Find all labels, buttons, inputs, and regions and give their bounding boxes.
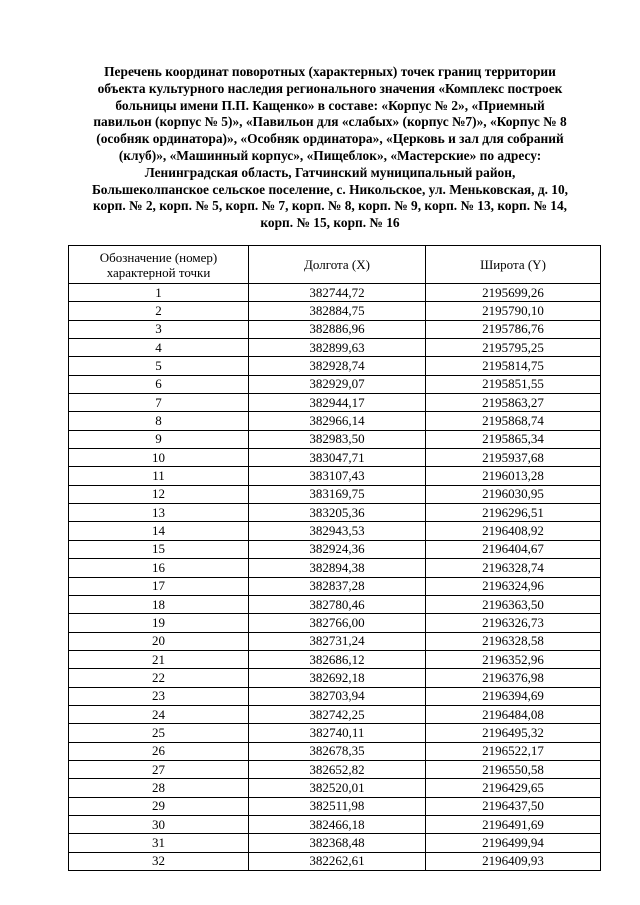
longitude-cell: 383205,36: [249, 504, 426, 522]
latitude-cell: 2196409,93: [426, 852, 601, 870]
point-number-cell: 15: [69, 540, 249, 558]
title-line: Ленинградская область, Гатчинский муниципальный район,: [144, 164, 516, 180]
longitude-cell: 382520,01: [249, 779, 426, 797]
point-number-cell: 22: [69, 669, 249, 687]
point-number-cell: 16: [69, 559, 249, 577]
table-row: [69, 320, 601, 338]
point-number-cell: 7: [69, 394, 249, 412]
table-row: [69, 632, 601, 650]
longitude-cell: 382368,48: [249, 834, 426, 852]
longitude-cell: 382511,98: [249, 797, 426, 815]
table-row: [69, 687, 601, 705]
table-row: [69, 724, 601, 742]
point-number-cell: 1: [69, 284, 249, 302]
latitude-cell: 2195814,75: [426, 357, 601, 375]
latitude-cell: 2196363,50: [426, 595, 601, 613]
latitude-cell: 2195795,25: [426, 339, 601, 357]
point-number-cell: 21: [69, 650, 249, 668]
table-row: [69, 815, 601, 833]
table-row: [69, 540, 601, 558]
table-row: [69, 430, 601, 448]
point-number-cell: 18: [69, 595, 249, 613]
point-number-cell: 23: [69, 687, 249, 705]
point-number-cell: 12: [69, 485, 249, 503]
latitude-cell: 2196324,96: [426, 577, 601, 595]
longitude-cell: 382780,46: [249, 595, 426, 613]
longitude-cell: 382466,18: [249, 815, 426, 833]
table-header-row: [69, 246, 601, 284]
title-line: павильон (корпус № 5)», «Павильон для «слабых» (корпус №7)», «Корпус № 8: [93, 114, 567, 130]
point-number-cell: 9: [69, 430, 249, 448]
title-line: больницы имени П.П. Кащенко» в составе: «Корпус № 2», «Приемный: [115, 97, 545, 113]
title-line: (клуб)», «Машинный корпус», «Пищеблок», «Мастерские» по адресу:: [118, 147, 542, 163]
point-number-cell: 6: [69, 375, 249, 393]
latitude-cell: 2196394,69: [426, 687, 601, 705]
point-number-cell: 25: [69, 724, 249, 742]
longitude-cell: 382924,36: [249, 540, 426, 558]
longitude-cell: 382943,53: [249, 522, 426, 540]
latitude-cell: 2196495,32: [426, 724, 601, 742]
point-number-cell: 14: [69, 522, 249, 540]
latitude-cell: 2196376,98: [426, 669, 601, 687]
point-number-cell: 28: [69, 779, 249, 797]
longitude-cell: 382884,75: [249, 302, 426, 320]
header-point-number: Обозначение (номер) характерной точки: [69, 246, 249, 284]
latitude-cell: 2196484,08: [426, 705, 601, 723]
latitude-cell: 2195851,55: [426, 375, 601, 393]
longitude-cell: 382899,63: [249, 339, 426, 357]
title-line: Большеколпанское сельское поселение, с. Никольское, ул. Меньковская, д. 10,: [91, 181, 569, 197]
table-row: [69, 650, 601, 668]
latitude-cell: 2196328,74: [426, 559, 601, 577]
table-row: [69, 852, 601, 870]
point-number-cell: 2: [69, 302, 249, 320]
latitude-cell: 2196328,58: [426, 632, 601, 650]
point-number-cell: 13: [69, 504, 249, 522]
latitude-cell: 2195699,26: [426, 284, 601, 302]
coordinates-table: [68, 245, 601, 871]
table-row: [69, 669, 601, 687]
table-row: [69, 797, 601, 815]
title-line: Перечень координат поворотных (характерных) точек границ территории: [104, 64, 556, 79]
header-latitude: Широта (Y): [426, 246, 601, 284]
table-row: [69, 595, 601, 613]
latitude-cell: 2196352,96: [426, 650, 601, 668]
title-line: (особняк ординатора)», «Особняк ординатора», «Церковь и зал для собраний: [96, 131, 564, 147]
latitude-cell: 2195863,27: [426, 394, 601, 412]
latitude-cell: 2196437,50: [426, 797, 601, 815]
latitude-cell: 2196404,67: [426, 540, 601, 558]
table-row: [69, 449, 601, 467]
longitude-cell: 382928,74: [249, 357, 426, 375]
longitude-cell: 383169,75: [249, 485, 426, 503]
latitude-cell: 2195868,74: [426, 412, 601, 430]
point-number-cell: 30: [69, 815, 249, 833]
point-number-cell: 10: [69, 449, 249, 467]
point-number-cell: 32: [69, 852, 249, 870]
longitude-cell: 382966,14: [249, 412, 426, 430]
longitude-cell: 382262,61: [249, 852, 426, 870]
point-number-cell: 26: [69, 742, 249, 760]
table-row: [69, 559, 601, 577]
table-row: [69, 834, 601, 852]
table-row: [69, 522, 601, 540]
point-number-cell: 4: [69, 339, 249, 357]
table-body: [69, 284, 601, 871]
latitude-cell: 2196013,28: [426, 467, 601, 485]
longitude-cell: 382686,12: [249, 650, 426, 668]
longitude-cell: 382678,35: [249, 742, 426, 760]
latitude-cell: 2195790,10: [426, 302, 601, 320]
table-row: [69, 577, 601, 595]
longitude-cell: 382652,82: [249, 760, 426, 778]
longitude-cell: 382929,07: [249, 375, 426, 393]
latitude-cell: 2195865,34: [426, 430, 601, 448]
latitude-cell: 2196429,65: [426, 779, 601, 797]
longitude-cell: 382692,18: [249, 669, 426, 687]
point-number-cell: 29: [69, 797, 249, 815]
header-longitude: Долгота (X): [249, 246, 426, 284]
longitude-cell: 382731,24: [249, 632, 426, 650]
table-row: [69, 302, 601, 320]
table-row: [69, 339, 601, 357]
table-row: [69, 394, 601, 412]
table-row: [69, 357, 601, 375]
title-line: корп. № 15, корп. № 16: [260, 215, 400, 231]
latitude-cell: 2196550,58: [426, 760, 601, 778]
title-line: объекта культурного наследия регионального значения «Комплекс построек: [97, 80, 563, 96]
longitude-cell: 382740,11: [249, 724, 426, 742]
longitude-cell: 382837,28: [249, 577, 426, 595]
longitude-cell: 382744,72: [249, 284, 426, 302]
longitude-cell: 382894,38: [249, 559, 426, 577]
table-row: [69, 760, 601, 778]
table-row: [69, 485, 601, 503]
table-row: [69, 705, 601, 723]
longitude-cell: 382742,25: [249, 705, 426, 723]
longitude-cell: 383107,43: [249, 467, 426, 485]
longitude-cell: 383047,71: [249, 449, 426, 467]
longitude-cell: 382944,17: [249, 394, 426, 412]
title-line: корп. № 2, корп. № 5, корп. № 7, корп. № 8, корп. № 9, корп. № 13, корп. № 14,: [92, 198, 568, 214]
latitude-cell: 2196296,51: [426, 504, 601, 522]
latitude-cell: 2195937,68: [426, 449, 601, 467]
point-number-cell: 5: [69, 357, 249, 375]
longitude-cell: 382703,94: [249, 687, 426, 705]
longitude-cell: 382983,50: [249, 430, 426, 448]
point-number-cell: 11: [69, 467, 249, 485]
table-row: [69, 779, 601, 797]
point-number-cell: 8: [69, 412, 249, 430]
table-row: [69, 742, 601, 760]
point-number-cell: 3: [69, 320, 249, 338]
latitude-cell: 2196491,69: [426, 815, 601, 833]
point-number-cell: 20: [69, 632, 249, 650]
longitude-cell: 382766,00: [249, 614, 426, 632]
longitude-cell: 382886,96: [249, 320, 426, 338]
latitude-cell: 2196499,94: [426, 834, 601, 852]
latitude-cell: 2196030,95: [426, 485, 601, 503]
document-title: [60, 64, 600, 232]
latitude-cell: 2196408,92: [426, 522, 601, 540]
table-row: [69, 614, 601, 632]
table-row: [69, 467, 601, 485]
table-row: [69, 284, 601, 302]
table-row: [69, 375, 601, 393]
table-row: [69, 504, 601, 522]
table-row: [69, 412, 601, 430]
latitude-cell: 2196326,73: [426, 614, 601, 632]
point-number-cell: 17: [69, 577, 249, 595]
point-number-cell: 31: [69, 834, 249, 852]
point-number-cell: 24: [69, 705, 249, 723]
latitude-cell: 2195786,76: [426, 320, 601, 338]
point-number-cell: 19: [69, 614, 249, 632]
point-number-cell: 27: [69, 760, 249, 778]
latitude-cell: 2196522,17: [426, 742, 601, 760]
